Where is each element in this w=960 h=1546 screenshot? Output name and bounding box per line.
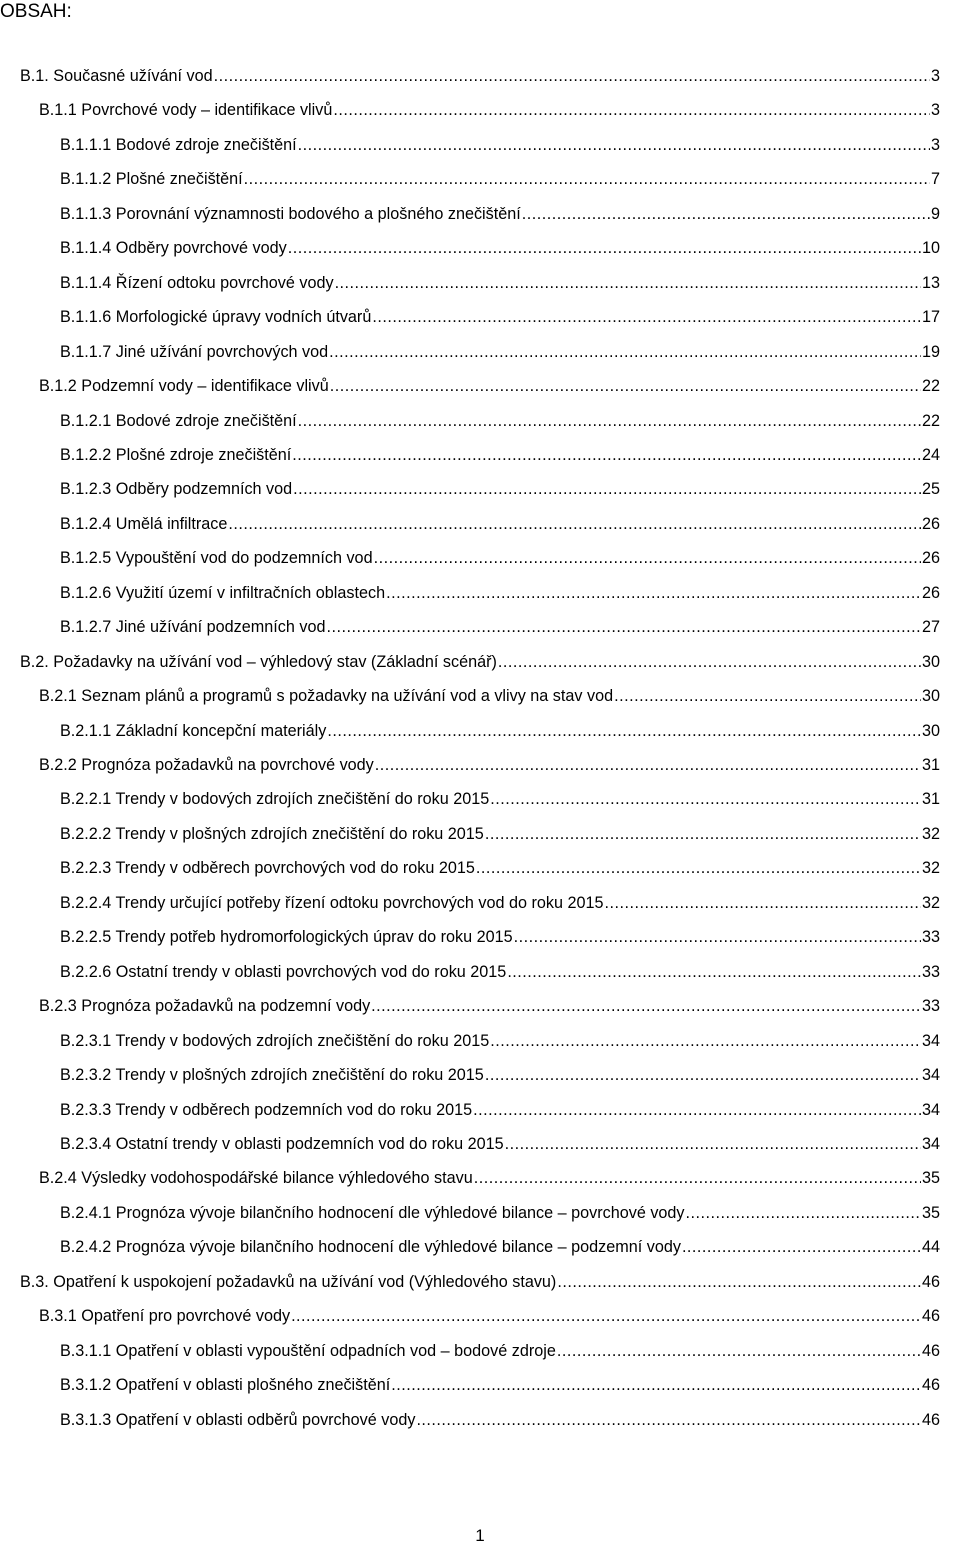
toc-entry-page: 30 (921, 652, 940, 671)
toc-entry[interactable] (60, 856, 940, 880)
toc-entry[interactable] (60, 925, 940, 949)
toc-entry-page: 3 (930, 101, 940, 120)
toc-entry-title: B.3. Opatření k uspokojení požadavků na užívání vod (Výhledového stavu) (20, 1272, 557, 1291)
toc-entry-page: 46 (921, 1272, 940, 1291)
toc-entry-page: 32 (921, 893, 940, 912)
toc-entry[interactable] (60, 271, 940, 295)
toc-entry[interactable] (60, 787, 940, 811)
dot-leader (605, 891, 921, 915)
toc-entry[interactable] (60, 1201, 940, 1225)
toc-entry-page: 33 (921, 962, 940, 981)
toc-entry-page: 35 (921, 1169, 940, 1188)
toc-entry-title: B.1.1.3 Porovnání významnosti bodového a plošného znečištění (60, 204, 521, 223)
toc-entry-page: 31 (921, 756, 940, 774)
toc-entry-title: B.2.2.4 Trendy určující potřeby řízení odtoku povrchových vod do roku 2015 (60, 893, 604, 912)
toc-entry-page: 34 (921, 1134, 940, 1153)
toc-entry-title: B.3.1.1 Opatření v oblasti vypouštění odpadních vod – bodové zdroje (60, 1341, 556, 1360)
toc-entry-title: B.1.1.6 Morfologické úpravy vodních útvarů (60, 308, 372, 327)
dot-leader (291, 1304, 921, 1328)
toc-entry-page: 30 (921, 721, 940, 740)
dot-leader (214, 64, 930, 88)
toc-entry[interactable] (60, 960, 940, 984)
dot-leader (371, 994, 921, 1018)
dot-leader (330, 374, 921, 398)
toc-entry-page: 31 (921, 790, 940, 809)
page-number: 1 (475, 1526, 485, 1545)
toc-entry-title: B.1.2.2 Plošné zdroje znečištění (60, 445, 292, 464)
dot-leader (507, 960, 921, 984)
toc-entry-title: B.1.1.2 Plošné znečištění (60, 170, 243, 189)
toc-entry[interactable] (60, 1235, 940, 1259)
toc-entry-title: B.2.1.1 Základní koncepční materiály (60, 721, 327, 740)
dot-leader (485, 822, 921, 846)
toc-entry-title: B.1.1.4 Řízení odtoku povrchové vody (60, 273, 334, 292)
toc-entry-page: 46 (921, 1376, 940, 1395)
toc-entry-page: 34 (921, 1066, 940, 1085)
toc-entry[interactable] (39, 753, 940, 777)
toc-entry[interactable] (60, 891, 940, 915)
toc-entry-title: B.3.1 Opatření pro povrchové vody (39, 1307, 291, 1326)
dot-leader (228, 512, 921, 536)
toc-entry-page: 26 (921, 514, 940, 533)
toc-entry-page: 25 (921, 480, 940, 499)
toc-entry-page: 32 (921, 859, 940, 878)
toc-entry[interactable] (20, 650, 940, 674)
toc-entry-page: 22 (921, 377, 940, 396)
toc-entry-page: 33 (921, 928, 940, 947)
toc-entry[interactable] (60, 1132, 940, 1156)
toc-entry[interactable] (60, 477, 940, 501)
toc-entry-page: 44 (921, 1238, 940, 1257)
dot-leader (490, 1029, 921, 1053)
dot-leader (374, 546, 921, 570)
dot-leader (298, 409, 921, 433)
toc-entry-page: 19 (921, 342, 940, 361)
toc-entry-title: B.2.4.1 Prognóza vývoje bilančního hodnocení dle výhledové bilance – povrchové vody (60, 1203, 685, 1222)
toc-entry-title: B.1.2 Podzemní vody – identifikace vlivů (39, 377, 329, 396)
toc-entry-page: 33 (921, 997, 940, 1016)
toc-entry-title: B.1.1.7 Jiné užívání povrchových vod (60, 342, 329, 361)
dot-leader (298, 133, 930, 157)
toc-entry-title: B.2. Požadavky na užívání vod – výhledový stav (Základní scénář) (20, 652, 497, 671)
toc-entry-title: B.1.2.7 Jiné užívání podzemních vod (60, 618, 326, 637)
toc-entry-title: B.2.3.2 Trendy v plošných zdrojích znečištění do roku 2015 (60, 1066, 484, 1085)
toc-entry[interactable] (39, 1166, 940, 1190)
toc-entry[interactable] (60, 202, 940, 226)
dot-leader (327, 719, 921, 743)
toc-entry-title: B.1.2.4 Umělá infiltrace (60, 514, 228, 533)
dot-leader (614, 684, 921, 708)
toc-entry-page: 24 (921, 445, 940, 464)
dot-leader (335, 271, 921, 295)
dot-leader (557, 1270, 921, 1294)
dot-leader (293, 477, 921, 501)
dot-leader (522, 202, 930, 226)
dot-leader (288, 236, 921, 260)
dot-leader (416, 1408, 921, 1432)
toc-entry[interactable] (60, 615, 940, 639)
toc-entry-page: 9 (930, 204, 940, 223)
dot-leader (557, 1339, 921, 1363)
toc-entry-page: 22 (921, 411, 940, 430)
dot-leader (473, 1098, 921, 1122)
toc-entry-title: B.2.2.3 Trendy v odběrech povrchových vod do roku 2015 (60, 859, 475, 878)
toc-entry-page: 3 (930, 67, 940, 85)
toc-entry[interactable] (60, 443, 940, 467)
toc-entry-page: 34 (921, 1100, 940, 1119)
dot-leader (386, 581, 921, 605)
toc-entry[interactable] (60, 1339, 940, 1363)
toc-entry-title: B.1.2.1 Bodové zdroje znečištění (60, 411, 297, 430)
dot-leader (391, 1373, 921, 1397)
toc-entry-title: B.3.1.3 Opatření v oblasti odběrů povrchové vody (60, 1410, 416, 1429)
toc-entry-title: B.2.3 Prognóza požadavků na podzemní vody (39, 997, 371, 1016)
toc-entry[interactable] (60, 305, 940, 329)
dot-leader (326, 615, 921, 639)
toc-entry-page: 7 (930, 170, 940, 189)
toc-entry[interactable] (60, 1373, 940, 1397)
toc-entry-title: B.2.3.4 Ostatní trendy v oblasti podzemních vod do roku 2015 (60, 1134, 504, 1153)
toc-entry-page: 26 (921, 549, 940, 568)
toc-entry-title: B.2.2.5 Trendy potřeb hydromorfologických úprav do roku 2015 (60, 928, 513, 947)
dot-leader (682, 1235, 921, 1259)
dot-leader (333, 98, 930, 122)
toc-entry[interactable] (39, 374, 940, 398)
toc-entry-title: B.2.1 Seznam plánů a programů s požadavky na užívání vod a vlivy na stav vod (39, 687, 614, 706)
toc-entry-page: 3 (930, 135, 940, 154)
toc-entry[interactable] (60, 340, 940, 364)
toc-entry-page: 32 (921, 824, 940, 843)
toc-entry[interactable] (39, 684, 940, 708)
toc-entry[interactable] (60, 1063, 940, 1087)
toc-entry-page: 46 (921, 1410, 940, 1429)
toc-entry-page: 13 (921, 273, 940, 292)
dot-leader (329, 340, 921, 364)
toc-entry-title: B.2.4 Výsledky vodohospodářské bilance výhledového stavu (39, 1169, 473, 1188)
dot-leader (514, 925, 921, 949)
dot-leader (490, 787, 921, 811)
toc-entry-title: B.1. Současné užívání vod (20, 67, 213, 85)
toc-entry-title: B.1.2.6 Využití území v infiltračních oblastech (60, 583, 386, 602)
toc-entry[interactable] (60, 409, 940, 433)
toc-entry[interactable] (39, 98, 940, 122)
toc-entry[interactable] (60, 719, 940, 743)
toc-entry[interactable] (60, 1408, 940, 1432)
toc-entry[interactable] (60, 822, 940, 846)
toc-entry-title: B.1.1.1 Bodové zdroje znečištění (60, 135, 297, 154)
toc-entry[interactable] (60, 581, 940, 605)
toc-entry[interactable] (20, 64, 940, 88)
toc-entry-title: B.2.2.2 Trendy v plošných zdrojích znečištění do roku 2015 (60, 824, 484, 843)
toc-entry-page: 46 (921, 1341, 940, 1360)
dot-leader (244, 167, 930, 191)
toc-entry[interactable] (39, 1304, 940, 1328)
dot-leader (498, 650, 921, 674)
toc-entry[interactable] (60, 133, 940, 157)
toc-entry-page: 10 (921, 239, 940, 258)
toc-entry-title: B.2.3.1 Trendy v bodových zdrojích znečištění do roku 2015 (60, 1031, 490, 1050)
toc-entry[interactable] (60, 546, 940, 570)
dot-leader (476, 856, 921, 880)
dot-leader (686, 1201, 921, 1225)
toc-entry-title: B.1.2.3 Odběry podzemních vod (60, 480, 293, 499)
dot-leader (375, 753, 921, 777)
toc-entry-page: 17 (921, 308, 940, 327)
toc-entry-title: B.1.2.5 Vypouštění vod do podzemních vod (60, 549, 373, 568)
dot-leader (485, 1063, 921, 1087)
toc-entry-title: B.1.1 Povrchové vody – identifikace vlivů (39, 101, 333, 120)
dot-leader (474, 1166, 921, 1190)
toc-entry[interactable] (60, 512, 940, 536)
toc-entry-title: B.2.2.1 Trendy v bodových zdrojích znečištění do roku 2015 (60, 790, 490, 809)
dot-leader (292, 443, 921, 467)
toc-entry[interactable] (39, 994, 940, 1018)
toc-entry[interactable] (20, 1270, 940, 1294)
toc-entry-page: 34 (921, 1031, 940, 1050)
dot-leader (505, 1132, 921, 1156)
toc-entry-title: B.2.2 Prognóza požadavků na povrchové vody (39, 756, 374, 774)
toc-entry[interactable] (60, 167, 940, 191)
toc-entry-title: B.1.1.4 Odběry povrchové vody (60, 239, 287, 258)
page-title: OBSAH: (0, 1, 72, 22)
toc-entry-page: 35 (921, 1203, 940, 1222)
toc-entry[interactable] (60, 1098, 940, 1122)
toc-entry[interactable] (60, 236, 940, 260)
toc-entry-title: B.2.2.6 Ostatní trendy v oblasti povrchových vod do roku 2015 (60, 962, 507, 981)
toc-entry-page: 46 (921, 1307, 940, 1326)
toc-entry[interactable] (60, 1029, 940, 1053)
toc-entry-page: 26 (921, 583, 940, 602)
toc-entry-page: 27 (921, 618, 940, 637)
toc-entry-title: B.2.4.2 Prognóza vývoje bilančního hodnocení dle výhledové bilance – podzemní vody (60, 1238, 681, 1257)
toc-entry-page: 30 (921, 687, 940, 706)
dot-leader (372, 305, 921, 329)
toc-entry-title: B.2.3.3 Trendy v odběrech podzemních vod do roku 2015 (60, 1100, 473, 1119)
toc-entry-title: B.3.1.2 Opatření v oblasti plošného znečištění (60, 1376, 391, 1395)
